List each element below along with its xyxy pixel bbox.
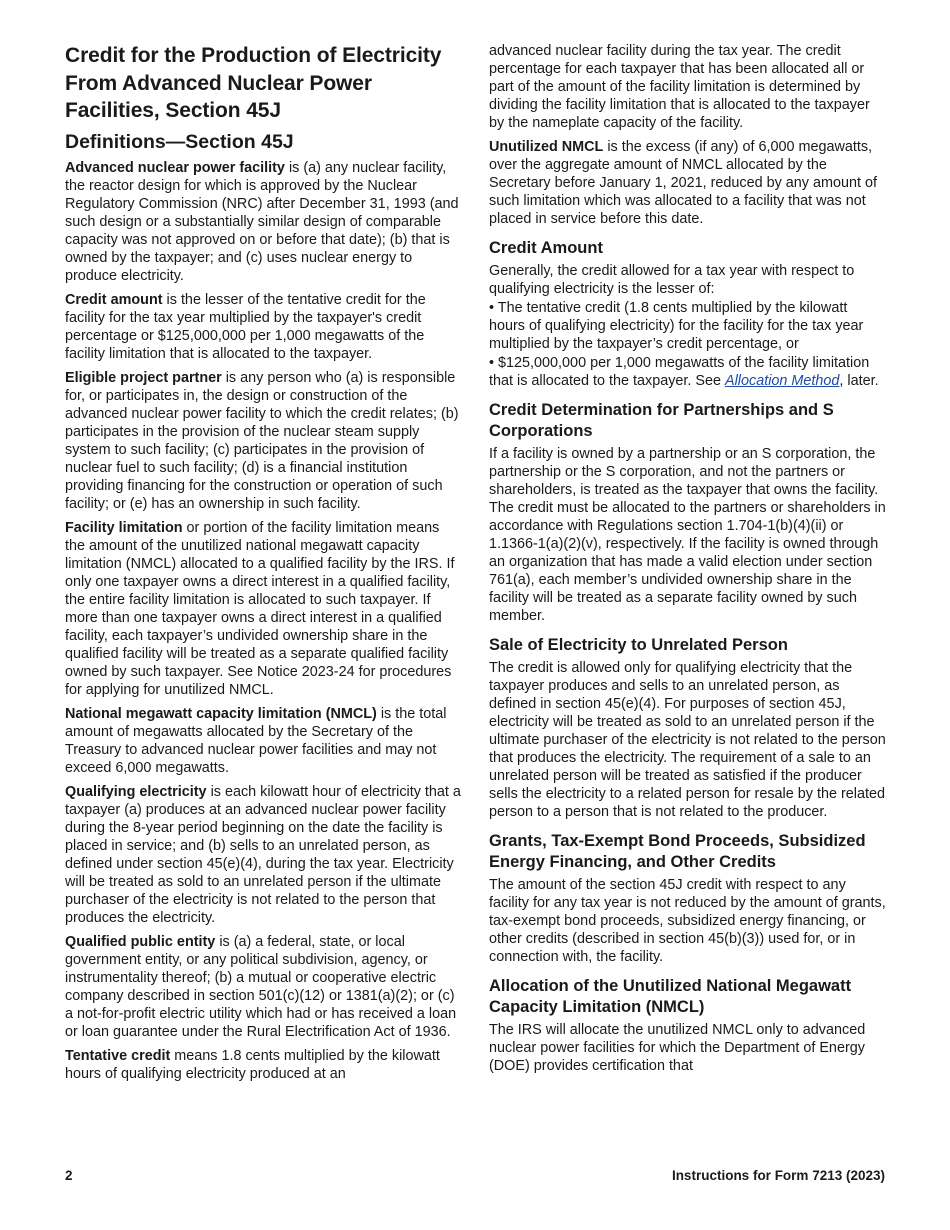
- definition-text: is the excess (if any) of 6,000 megawatts, over the aggregate amount of NMCL allocated by the Secretary before January 1, 2021, reduced by any amount of such limitation which was allocated to a facility that was not placed in service before this date.: [489, 139, 877, 227]
- page-number: 2: [65, 1168, 73, 1183]
- definition-text: is the lesser of the tentative credit for the facility for the tax year multiplied by the taxpayer's credit percentage or $125,000,000 per 1,000 megawatts of the facility limitation that is allocated to the taxpayer.: [65, 291, 426, 362]
- definition-term: Advanced nuclear power facility: [65, 159, 285, 176]
- definition-nmcl: [65, 705, 462, 777]
- definition-text: is each kilowatt hour of electricity that a taxpayer (a) produces at an advanced nuclear power facility during the 8-year period beginning on the date the facility is placed in service; and (b) sells to an unrelated person, as defined under section 45(e)(4), during the tax year. Electricity will be treated as sold to an unrelated person if the ultimate purchaser of the electricity is not related to the person that produces the electricity.: [65, 783, 461, 926]
- sale-text: The credit is allowed only for qualifying electricity that the taxpayer produces and sells to an unrelated person, as defined in section 45(e)(4). For purposes of section 45J, electricity will be treated as sold to an unrelated person if the ultimate purchaser of the electricity is not related to the person that produces the electricity. The requirement of a sale to an unrelated person will be treated as satisfied if the producer sells the electricity to a related person for resale by the related person to a person that is not related to the producer.: [489, 660, 886, 820]
- partnership-heading: Credit Determination for Partnerships and S Corporations: [489, 401, 834, 440]
- definition-term: Eligible project partner: [65, 369, 222, 386]
- allocation-text: The IRS will allocate the unutilized NMCL only to advanced nuclear power facilities for which the Department of Energy (DOE) provides certification that: [489, 1022, 866, 1074]
- definition-advanced-nuclear-facility: [65, 159, 462, 285]
- credit-amount-intro: Generally, the credit allowed for a tax year with respect to qualifying electricity is the lesser of:: [489, 263, 855, 297]
- definition-term: Tentative credit: [65, 1047, 171, 1064]
- definition-unutilized-nmcl: [489, 138, 886, 228]
- continued-text: advanced nuclear facility during the tax year. The credit percentage for each taxpayer that has been allocated all or part of the amount of the facility limitation is determined by dividing the facility limitation that is allocated to the taxpayer by the nameplate capacity of the facility.: [489, 43, 870, 131]
- partnership-text: If a facility is owned by a partnership or an S corporation, the partnership or the S corporation, and not the partners or shareholders, is treated as the taxpayer that owns the facility. The credit must be allocated to the partners or shareholders in accordance with Regulations section 1.704-1(b)(4)(ii) or 1.1366-1(a)(2)(v), respectively. If the facility is owned through an organization that has made a valid election under section 761(a), each member’s undivided ownership share in the facility will be treated as a separate facility owned by such member.: [489, 446, 886, 624]
- definition-text: is (a) a federal, state, or local government entity, or any political subdivision, agency, or instrumentality thereof; (b) a mutual or cooperative electric company described in section 501(c)(12) or 1381(a)(2); or (c) a not-for-profit electric utility which had or has received a loan or loan guarantee under the Rural Electrification Act of 1936.: [65, 933, 457, 1040]
- bullet-text: , later.: [839, 373, 879, 389]
- grants-text: The amount of the section 45J credit with respect to any facility for any tax year is not reduced by the amount of grants, tax-exempt bond proceeds, subsidized energy financing, or other credits (described in section 45(b)(3)) used for, or in connection with, the facility.: [489, 877, 886, 965]
- definition-tentative-credit: [65, 1047, 462, 1083]
- definition-term: Unutilized NMCL: [489, 139, 604, 155]
- section-title: Credit for the Production of Electricity From Advanced Nuclear Power Facilities, Section 45J: [65, 44, 442, 122]
- definition-qualifying-electricity: [65, 783, 462, 927]
- definition-credit-amount: [65, 291, 462, 363]
- form-title-footer: Instructions for Form 7213 (2023): [671, 1168, 885, 1183]
- bullet-text: • $125,000,000 per 1,000 megawatts of the facility limitation that is allocated to the taxpayer. See: [489, 355, 870, 389]
- sale-heading: Sale of Electricity to Unrelated Person: [489, 636, 788, 654]
- allocation-method-link[interactable]: Allocation Method: [725, 373, 840, 389]
- definition-facility-limitation: [65, 519, 462, 699]
- left-column: [65, 42, 462, 1089]
- definition-term: Facility limitation: [65, 519, 183, 536]
- credit-amount-bullet: [489, 354, 886, 390]
- definition-qualified-public-entity: [65, 933, 462, 1041]
- allocation-heading: Allocation of the Unutilized National Megawatt Capacity Limitation (NMCL): [489, 977, 852, 1016]
- definition-term: Qualified public entity: [65, 933, 216, 950]
- definition-text: is the total amount of megawatts allocated by the Secretary of the Treasury to advanced nuclear power facilities and may not exceed 6,000 megawatts.: [65, 705, 447, 776]
- definition-eligible-project-partner: [65, 369, 462, 513]
- grants-heading: Grants, Tax-Exempt Bond Proceeds, Subsidized Energy Financing, and Other Credits: [489, 832, 866, 871]
- right-column: [489, 42, 886, 1081]
- credit-amount-heading: Credit Amount: [489, 239, 603, 257]
- credit-amount-bullet: • The tentative credit (1.8 cents multiplied by the kilowatt hours of qualifying electricity) for the facility for the tax year multiplied by the taxpayer’s credit percentage, or: [489, 300, 864, 352]
- definitions-heading: Definitions—Section 45J: [65, 130, 294, 153]
- definition-text: means 1.8 cents multiplied by the kilowatt hours of qualifying electricity produced at an: [65, 1047, 440, 1082]
- definition-term: Qualifying electricity: [65, 783, 207, 800]
- definition-term: National megawatt capacity limitation (NMCL): [65, 705, 377, 722]
- definition-text: or portion of the facility limitation means the amount of the unutilized national megawatt capacity limitation (NMCL) allocated to a qualified facility by the IRS. If only one taxpayer owns a direct interest in a qualified facility, the entire facility limitation is allocated to such taxpayer. If more than one taxpayer owns a direct interest in a qualified facility, each taxpayer’s undivided ownership share in the qualified facility will be treated as a separate qualified facility owned by such taxpayer. See Notice 2023-24 for procedures for applying for unutilized NMCL.: [65, 519, 455, 698]
- definition-term: Credit amount: [65, 291, 163, 308]
- definition-text: is (a) any nuclear facility, the reactor design for which is approved by the Nuclear Regulatory Commission (NRC) after December 31, 1993 (and such design or a substantially similar design of comparable capacity was not approved on or before that date); (b) that is owned by the taxpayer; and (c) uses nuclear energy to produce electricity.: [65, 159, 459, 284]
- definition-text: is any person who (a) is responsible for, or participates in, the design or construction of the advanced nuclear power facility to which the credit relates; (b) participates in the provision of the nuclear steam supply system to such facility; (c) participates in the provision of nuclear fuel to such facility; (d) is a financial institution providing financing for the construction or operation of such facility; or (e) has an ownership in such facility.: [65, 369, 459, 512]
